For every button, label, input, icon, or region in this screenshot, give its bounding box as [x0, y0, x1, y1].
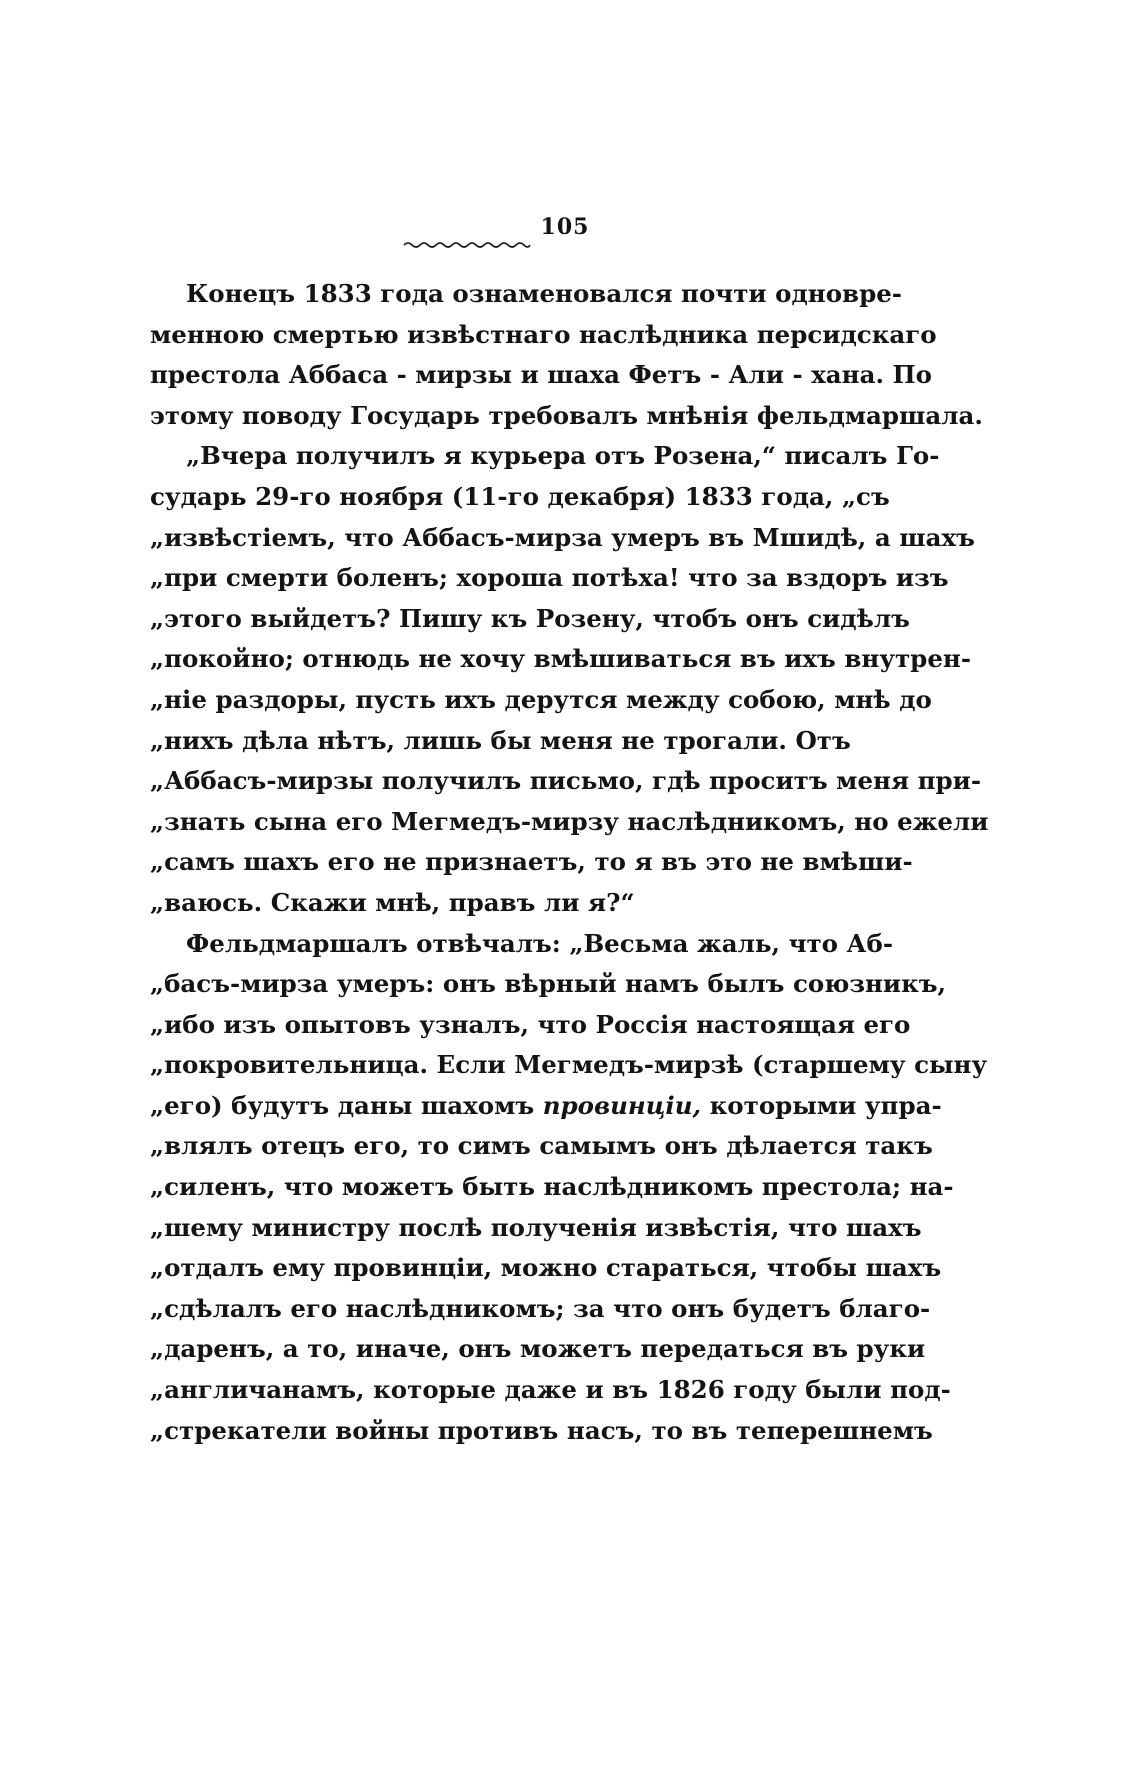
- body-text: [150, 274, 989, 1451]
- text-line: „влялъ отецъ его, то симъ самымъ онъ дѣлается такъ: [150, 1131, 933, 1161]
- text-line: этому поводу Государь требовалъ мнѣнія фельдмаршала.: [150, 400, 983, 430]
- page-header: [0, 214, 1140, 250]
- text-line: „ваюсь. Скажи мнѣ, правъ ли я?“: [150, 887, 635, 917]
- text-line: „самъ шахъ его не признаетъ, то я въ это не вмѣши-: [150, 847, 913, 877]
- text-line: „покойно; отнюдь не хочу вмѣшиваться въ ихъ внутрен-: [150, 644, 972, 674]
- text-line: „басъ-мирза умеръ: онъ вѣрный намъ былъ союзникъ,: [150, 969, 947, 999]
- text-line: „при смерти боленъ; хороша потѣха! что за вздоръ изъ: [150, 563, 949, 593]
- text-line: „шему министру послѣ полученія извѣстія, что шахъ: [150, 1212, 922, 1242]
- text-line: „даренъ, а то, иначе, онъ можетъ передаться въ руки: [150, 1334, 926, 1364]
- text-line: „англичанамъ, которые даже и въ 1826 году были под-: [150, 1375, 951, 1405]
- text-line: „отдалъ ему провинціи, можно стараться, чтобы шахъ: [150, 1253, 942, 1283]
- text-line: „сдѣлалъ его наслѣдникомъ; за что онъ будетъ благо-: [150, 1293, 931, 1323]
- text-line: Фельдмаршалъ отвѣчалъ: „Весьма жаль, что Аб-: [186, 928, 894, 958]
- text-line: „Аббасъ-мирзы получилъ письмо, гдѣ проситъ меня при-: [150, 766, 981, 796]
- text-line-with-emphasis: [150, 1086, 942, 1127]
- text-line: „стрекатели войны противъ насъ, то въ теперешнемъ: [150, 1415, 933, 1445]
- text-segment: „его) будутъ даны шахомъ: [150, 1090, 543, 1120]
- text-line: „этого выйдетъ? Пишу къ Розену, чтобъ онъ сидѣлъ: [150, 603, 910, 633]
- text-line: „Вчера получилъ я курьера отъ Розена,“ писалъ Го-: [186, 441, 940, 471]
- text-line: престола Аббаса - мирзы и шаха Фетъ - Али - хана. По: [150, 360, 933, 390]
- text-line: Конецъ 1833 года ознаменовался почти одновре-: [186, 279, 902, 308]
- page-number: 105: [540, 214, 590, 240]
- emphasized-word: провинціи,: [542, 1090, 702, 1120]
- text-line: „покровительница. Если Мегмедъ-мирзѣ (старшему сыну: [150, 1050, 988, 1080]
- wavy-rule-ornament-icon: [402, 240, 532, 250]
- text-line: „нихъ дѣла нѣтъ, лишь бы меня не трогали. Отъ: [150, 725, 851, 755]
- text-segment: которыми упра-: [701, 1090, 942, 1120]
- text-line: менною смертью извѣстнаго наслѣдника персидскаго: [150, 319, 937, 349]
- text-line: „ибо изъ опытовъ узналъ, что Россія настоящая его: [150, 1009, 911, 1039]
- text-line: сударь 29-го ноября (11-го декабря) 1833 года, „съ: [150, 481, 890, 511]
- text-line: „ніе раздоры, пусть ихъ дерутся между собою, мнѣ до: [150, 684, 932, 714]
- text-line: „извѣстіемъ, что Аббасъ-мирза умеръ въ Мшидѣ, а шахъ: [150, 522, 975, 552]
- text-line: „силенъ, что можетъ быть наслѣдникомъ престола; на-: [150, 1172, 954, 1202]
- text-line: „знать сына его Мегмедъ-мирзу наслѣдникомъ, но ежели: [150, 806, 989, 836]
